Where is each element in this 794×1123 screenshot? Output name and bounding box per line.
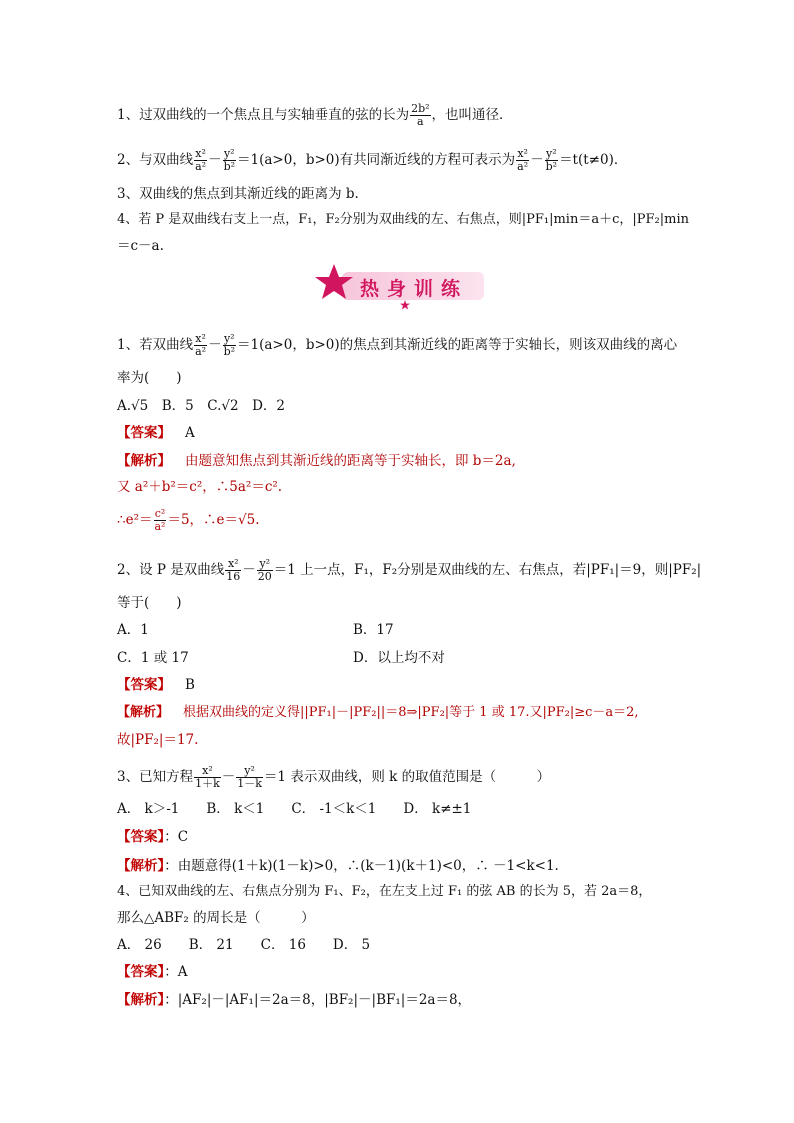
small-star-icon <box>400 300 410 310</box>
fraction: $\frac{\text{x²}}{1+k}$ <box>195 764 220 790</box>
answer-value: B <box>185 677 195 693</box>
q4-answer <box>117 962 188 982</box>
q4-stem-2: 那么△ABF₂ 的周长是（ ） <box>117 910 315 926</box>
q4-analysis: 【解析】：|AF₂|－|AF₁|＝2a＝8，|BF₂|－|BF₁|＝2a＝8， <box>117 992 472 1008</box>
q2-analysis-1: 【解析】 根据双曲线的定义得||PF₁|－|PF₂||＝8⇒|PF₂|等于 1 或 17.又|PF₂|≥c－a＝2, <box>117 705 639 720</box>
analysis-tag: 【解析】 <box>117 453 171 469</box>
fraction: $\frac{\text{x²}}{\text{a²}}$ <box>517 147 529 173</box>
fraction: $\frac{\text{x²}}{16}$ <box>226 557 241 583</box>
note-3: 3、双曲线的焦点到其渐近线的距离为 b. <box>117 186 359 202</box>
q2-stem-cont: 等于( ) <box>117 595 182 611</box>
note-2: 2、与双曲线 $\frac{\text{x²}}{\text{a²}}$ － $\frac{\text{y²}}{\text{b²}}$ ＝1(a>0，b>0)有共同渐近线的方程可表示为 $\frac{\text{x²}}{\text{a²}}$ － $\frac{\text{y²}}{\text{b²}}$ ＝t(t≠0)． <box>117 147 628 173</box>
banner-title: 热身训练 <box>360 278 469 300</box>
q2-option-a: A．1 <box>117 622 149 638</box>
q4-stem-1: 4、已知双曲线的左、右焦点分别为 F₁、F₂，在左支上过 F₁ 的弦 AB 的长为 5，若 2a＝8， <box>117 884 652 899</box>
analysis-tag: 【解析】 <box>117 705 170 720</box>
q3-options: A． k＞-1 B． k＜1 C． -1＜k＜1 D． k≠±1 <box>117 801 472 817</box>
q1-stem: 1、若双曲线 $\frac{\text{x²}}{\text{a²}}$ － $\frac{\text{y²}}{\text{b²}}$ ＝1(a>0，b>0)的焦点到其渐近线的距离等于实轴长，则该双曲线的离心 <box>117 332 678 358</box>
answer-value: ：A <box>164 964 188 980</box>
fraction: $\frac{\text{x²}}{\text{a²}}$ <box>195 147 207 173</box>
q2-analysis-2: 故|PF₂|＝17. <box>117 732 199 748</box>
q1-stem-cont: 率为( ) <box>117 370 182 386</box>
answer-tag: 【答案】 <box>117 829 165 845</box>
q1-analysis-1: 【解析】 由题意知焦点到其渐近线的距离等于实轴长，即 b＝2a, <box>117 453 516 469</box>
analysis-tag: 【解析】 <box>117 858 165 874</box>
note-1: 1、过双曲线的一个焦点且与实轴垂直的弦的长为 $\frac{\text{2b²}}{a}$ ，也叫通径． <box>117 102 513 128</box>
q2-option-d: D．以上均不对 <box>353 650 445 666</box>
q1-answer <box>117 423 195 443</box>
q2-option-b: B．17 <box>353 622 394 638</box>
fraction: $\frac{\text{y²}}{\text{b²}}$ <box>223 332 236 358</box>
q1-options: A.√5 B．5 C.√2 D．2 <box>117 398 285 414</box>
q2-option-c: C．1 或 17 <box>117 650 189 666</box>
note-4-line-2: ＝c－a. <box>117 238 164 254</box>
q2-answer <box>117 675 195 695</box>
fraction: $\frac{\text{2b²}}{a}$ <box>411 102 430 128</box>
fraction: $\frac{\text{c²}}{\text{a²}}$ <box>154 507 166 533</box>
answer-tag: 【答案】 <box>117 964 165 980</box>
q3-stem: 3、已知方程 $\frac{\text{x²}}{1+k}$ － $\frac{\text{y²}}{1-k}$ ＝1 表示双曲线，则 k 的取值范围是（ ） <box>117 764 551 790</box>
q1-analysis-3: ∴e²＝ $\frac{\text{c²}}{\text{a²}}$ ＝5，∴e＝√5. <box>117 507 260 533</box>
fraction: $\frac{\text{x²}}{\text{a²}}$ <box>195 332 207 358</box>
answer-tag: 【答案】 <box>117 677 171 693</box>
analysis-tag: 【解析】 <box>117 992 165 1008</box>
fraction: $\frac{\text{y²}}{\text{b²}}$ <box>545 147 558 173</box>
q2-stem: 2、设 P 是双曲线 $\frac{\text{x²}}{16}$ － $\frac{\text{y²}}{20}$ ＝1 上一点，F₁，F₂分别是双曲线的左、右焦点，若|PF₁|＝9，则|PF₂| <box>117 557 702 583</box>
fraction: $\frac{\text{y²}}{1-k}$ <box>237 764 262 790</box>
fraction: $\frac{\text{y²}}{\text{b²}}$ <box>223 147 236 173</box>
q3-answer <box>117 827 188 847</box>
answer-value: ：C <box>164 829 189 845</box>
q1-analysis-2: 又 a²＋b²＝c²，∴5a²＝c². <box>117 479 283 495</box>
answer-tag: 【答案】 <box>117 425 171 441</box>
note-4-line-1: 4、若 P 是双曲线右支上一点，F₁，F₂分别为双曲线的左、右焦点，则|PF₁|min＝a＋c，|PF₂|min <box>117 212 689 227</box>
star-icon <box>312 262 356 302</box>
q3-analysis: 【解析】：由题意得(1＋k)(1－k)>0，∴(k－1)(k＋1)<0，∴ －1<k<1. <box>117 858 559 874</box>
fraction: $\frac{\text{y²}}{20}$ <box>257 557 272 583</box>
q4-options: A． 26 B． 21 C． 16 D． 5 <box>117 937 371 953</box>
section-banner <box>312 262 487 308</box>
answer-value: A <box>185 425 195 441</box>
